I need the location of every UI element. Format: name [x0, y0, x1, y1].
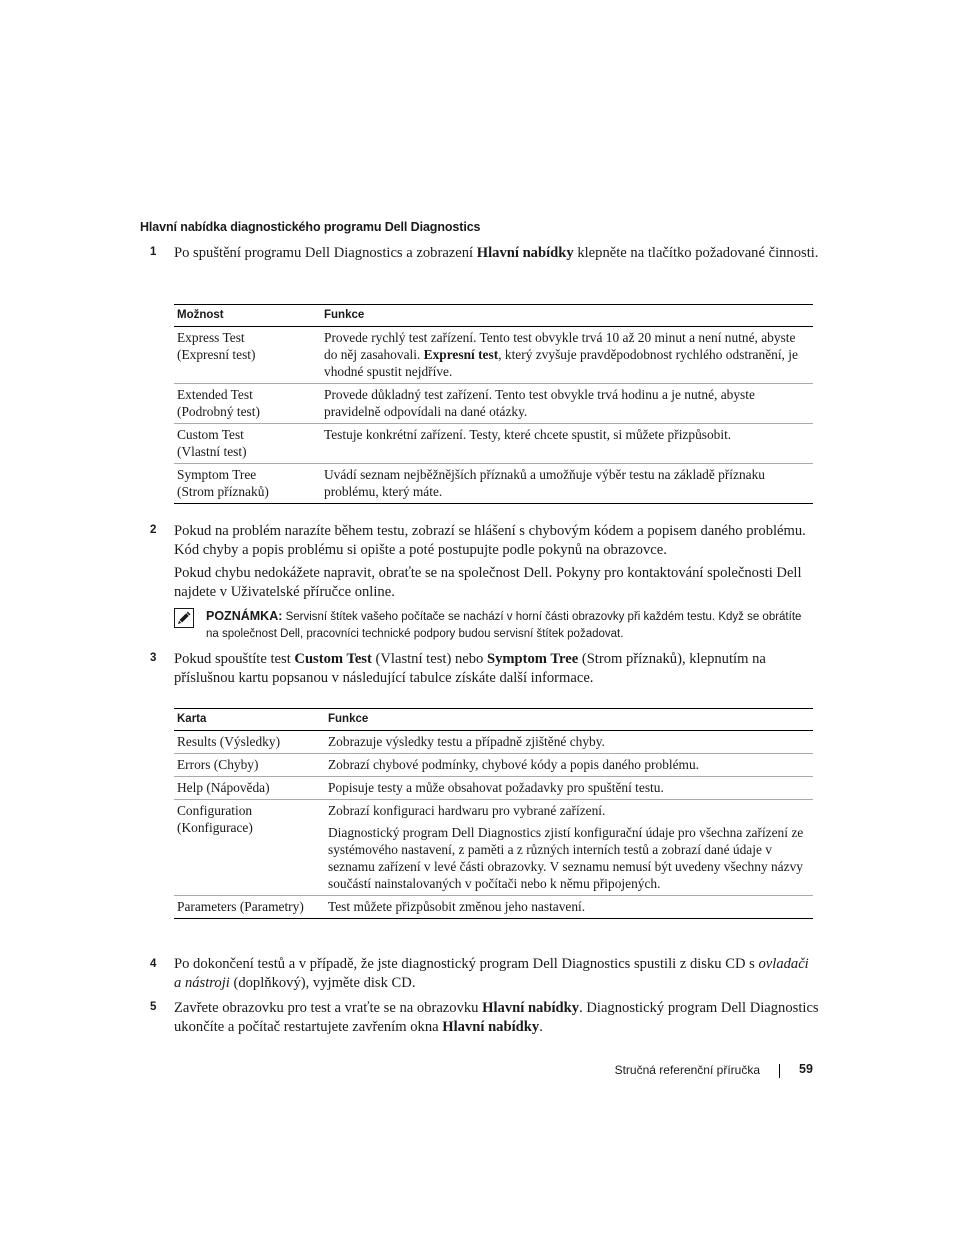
- footer-separator: [779, 1064, 780, 1078]
- function-cell: Provede důkladný test zařízení. Tento test obvykle trvá hodinu a je nutné, abyste pravidelně odpovídali na dané otázky.: [321, 384, 813, 424]
- option-cell: Custom Test (Vlastní test): [174, 424, 321, 464]
- step-number: 5: [150, 1001, 157, 1013]
- function-cell: Zobrazí chybové podmínky, chybové kódy a popis daného problému.: [325, 754, 813, 777]
- option-cell: Express Test (Expresní test): [174, 327, 321, 384]
- note-text: POZNÁMKA: Servisní štítek vašeho počítače se nachází v horní části obrazovky při každém testu. Když se obrátíte na společnost Dell, pracovníci technické podpory budou servisní štítek požadovat.: [206, 609, 802, 640]
- table-row: [174, 327, 813, 384]
- table-row: [174, 754, 813, 777]
- step-4-text: Po dokončení testů a v případě, že jste diagnostický program Dell Diagnostics spustili z disku CD s ovladači a nástroji (doplňkový), vyjměte disk CD.: [174, 956, 809, 991]
- step-number: 1: [150, 246, 157, 258]
- table-row: [174, 384, 813, 424]
- step-1-text: Po spuštění programu Dell Diagnostics a zobrazení Hlavní nabídky klepněte na tlačítko požadované činnosti.: [174, 245, 819, 261]
- step-number: 4: [150, 958, 157, 970]
- footer-title: Stručná referenční příručka: [614, 1063, 760, 1077]
- function-cell: Uvádí seznam nejběžnějších příznaků a umožňuje výběr testu na základě příznaku problému, který máte.: [321, 464, 813, 504]
- tab-cell: Configuration (Konfigurace): [174, 800, 325, 896]
- table-row: [174, 464, 813, 504]
- column-header: Funkce: [325, 709, 813, 731]
- step-number: 3: [150, 652, 157, 664]
- function-cell: Popisuje testy a může obsahovat požadavky pro spuštění testu.: [325, 777, 813, 800]
- function-paragraph: Zobrazí konfiguraci hardwaru pro vybrané zařízení.: [328, 803, 606, 818]
- column-header: Možnost: [174, 305, 321, 327]
- table-row: [174, 800, 813, 896]
- table-header-row: [174, 305, 813, 327]
- options-table: [174, 304, 813, 504]
- note-pencil-icon: [174, 608, 194, 628]
- function-cell: Provede rychlý test zařízení. Tento test obvykle trvá 10 až 20 minut a není nutné, abyste do něj zasahovali. Expresní test, který zvyšuje pravděpodobnost rychlého odstranění, je vhodné spustit nejdříve.: [321, 327, 813, 384]
- tab-cell: Results (Výsledky): [174, 731, 325, 754]
- step-number: 2: [150, 524, 157, 536]
- function-cell: Test můžete přizpůsobit změnou jeho nastavení.: [325, 896, 813, 919]
- step-2-text: Pokud na problém narazíte během testu, zobrazí se hlášení s chybovým kódem a popisem daného problému. Kód chyby a popis problému si opište a poté postupujte podle pokynů na obrazovce.: [174, 523, 806, 558]
- function-cell: [325, 800, 813, 896]
- table-header-row: [174, 709, 813, 731]
- step-5-text: Zavřete obrazovku pro test a vraťte se na obrazovku Hlavní nabídky. Diagnostický program Dell Diagnostics ukončíte a počítač restartujete zavřením okna Hlavní nabídky.: [174, 1000, 819, 1035]
- step-3-text: Pokud spouštíte test Custom Test (Vlastní test) nebo Symptom Tree (Strom příznaků), klepnutím na příslušnou kartu popsanou v následující tabulce získáte další informace.: [174, 651, 766, 686]
- table-row: [174, 424, 813, 464]
- table-row: [174, 896, 813, 919]
- section-heading: Hlavní nabídka diagnostického programu Dell Diagnostics: [140, 220, 481, 234]
- option-cell: Symptom Tree (Strom příznaků): [174, 464, 321, 504]
- step-2-contact-text: Pokud chybu nedokážete napravit, obraťte se na společnost Dell. Pokyny pro kontaktování společnosti Dell najdete v Uživatelské příručce online.: [174, 565, 802, 600]
- function-cell: Testuje konkrétní zařízení. Testy, které chcete spustit, si můžete přizpůsobit.: [321, 424, 813, 464]
- function-paragraph: Diagnostický program Dell Diagnostics zjistí konfigurační údaje pro všechna zařízení ze systémového nastavení, z paměti a z různých interních testů a zobrazí dané údaje v seznamu zařízení v levé části obrazovky. V seznamu nemusí být uvedeny všechny názvy součástí nainstalovaných v počítači nebo k němu připojených.: [328, 825, 804, 891]
- tab-cell: Parameters (Parametry): [174, 896, 325, 919]
- tab-cell: Errors (Chyby): [174, 754, 325, 777]
- option-cell: Extended Test (Podrobný test): [174, 384, 321, 424]
- tabs-table: [174, 708, 813, 919]
- function-cell: Zobrazuje výsledky testu a případně zjištěné chyby.: [325, 731, 813, 754]
- page-number: 59: [799, 1062, 813, 1076]
- tab-cell: Help (Nápověda): [174, 777, 325, 800]
- column-header: Karta: [174, 709, 325, 731]
- table-row: [174, 777, 813, 800]
- column-header: Funkce: [321, 305, 813, 327]
- table-row: [174, 731, 813, 754]
